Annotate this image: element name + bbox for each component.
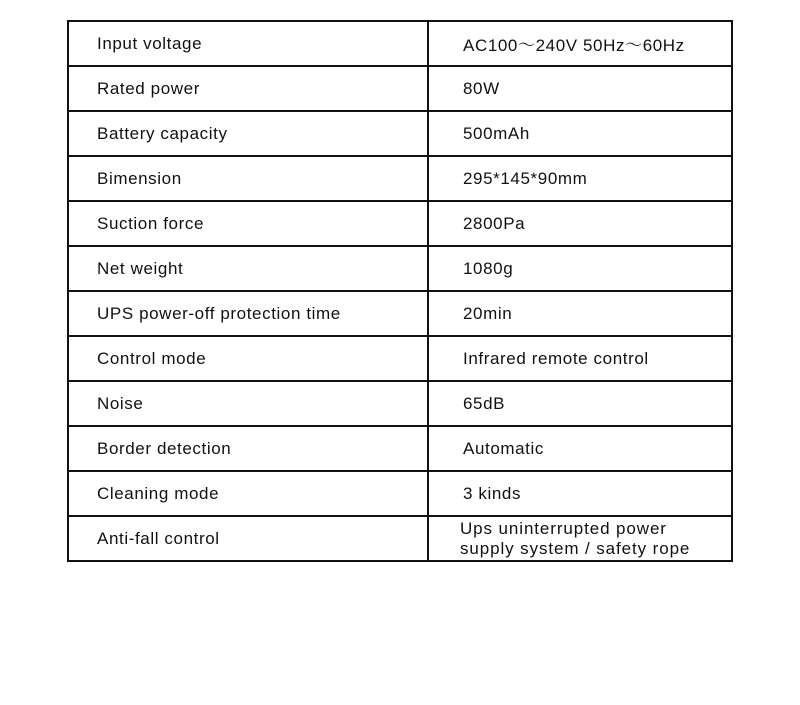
spec-value-line: Ups uninterrupted power bbox=[460, 518, 667, 538]
spec-table bbox=[67, 20, 733, 562]
spec-label: Rated power bbox=[68, 66, 428, 111]
spec-value: 80W bbox=[428, 66, 732, 111]
spec-value: AC100～240V 50Hz～60Hz bbox=[428, 21, 732, 66]
spec-label: Noise bbox=[68, 381, 428, 426]
spec-label: Net weight bbox=[68, 246, 428, 291]
spec-value: 500mAh bbox=[428, 111, 732, 156]
spec-value: 20min bbox=[428, 291, 732, 336]
table-row bbox=[68, 246, 732, 291]
spec-label: Anti-fall control bbox=[68, 516, 428, 561]
table-row bbox=[68, 156, 732, 201]
table-row bbox=[68, 201, 732, 246]
spec-label: Bimension bbox=[68, 156, 428, 201]
spec-label: Battery capacity bbox=[68, 111, 428, 156]
spec-value-line: supply system / safety rope bbox=[460, 538, 691, 558]
spec-value: Automatic bbox=[428, 426, 732, 471]
spec-value bbox=[428, 516, 732, 561]
spec-value: Infrared remote control bbox=[428, 336, 732, 381]
table-row bbox=[68, 66, 732, 111]
table-row bbox=[68, 516, 732, 561]
table-row bbox=[68, 426, 732, 471]
spec-label: Input voltage bbox=[68, 21, 428, 66]
spec-label: Suction force bbox=[68, 201, 428, 246]
spec-label: UPS power-off protection time bbox=[68, 291, 428, 336]
spec-value: 295*145*90mm bbox=[428, 156, 732, 201]
spec-label: Cleaning mode bbox=[68, 471, 428, 516]
table-row bbox=[68, 381, 732, 426]
spec-value: 65dB bbox=[428, 381, 732, 426]
table-row bbox=[68, 471, 732, 516]
spec-value: 3 kinds bbox=[428, 471, 732, 516]
spec-label: Border detection bbox=[68, 426, 428, 471]
table-row bbox=[68, 21, 732, 66]
spec-value: 1080g bbox=[428, 246, 732, 291]
table-row bbox=[68, 336, 732, 381]
spec-value: 2800Pa bbox=[428, 201, 732, 246]
table-row bbox=[68, 291, 732, 336]
spec-label: Control mode bbox=[68, 336, 428, 381]
table-row bbox=[68, 111, 732, 156]
